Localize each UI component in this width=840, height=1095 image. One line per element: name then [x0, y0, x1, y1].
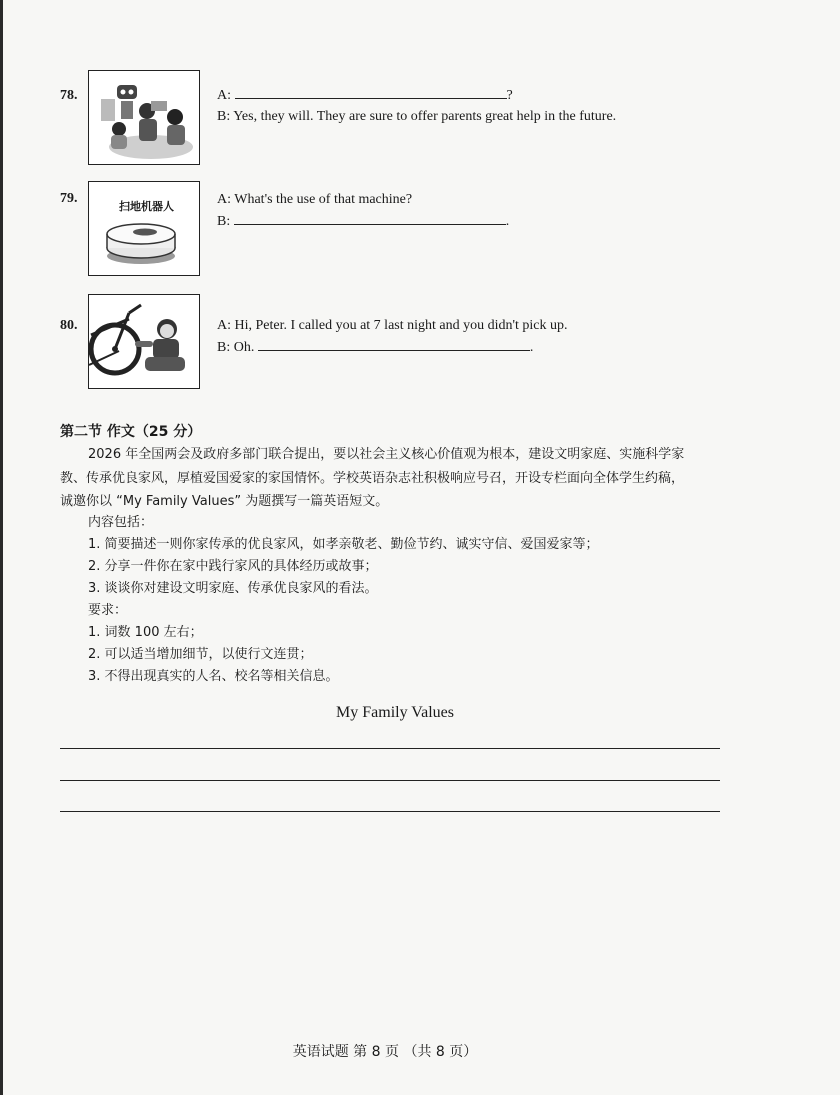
writing-line[interactable] [60, 748, 720, 749]
answer-blank[interactable] [234, 210, 506, 225]
requirements-heading: 要求： [88, 603, 128, 618]
line-text: A: Hi, Peter. I called you at 7 last night and you didn't pick up. [217, 318, 568, 333]
line-suffix: . [505, 214, 510, 229]
line-text: A: [217, 88, 235, 103]
page-edge [0, 0, 3, 1095]
content-item-3: 3. 谈谈你对建设文明家庭、传承优良家风的看法。 [88, 581, 378, 596]
question-79 [60, 181, 780, 277]
requirement-item-2: 2. 可以适当增加细节，以使行文连贯； [88, 647, 313, 662]
question-number: 78. [60, 88, 78, 103]
intro-line-3: 诚邀你以 “My Family Values” 为题撰写一篇英语短文。 [60, 494, 389, 509]
writing-line[interactable] [60, 811, 720, 812]
line-a [217, 189, 509, 210]
intro-line-2: 教、传承优良家风，厚植爱国爱家的家国情怀。学校英语杂志社积极响应号召，开设专栏面向全体学生约稿， [60, 471, 685, 486]
question-78 [60, 70, 780, 166]
line-suffix: ? [506, 88, 513, 103]
section-title: 第二节 作文（25 分） [60, 424, 202, 440]
content-heading: 内容包括： [88, 515, 154, 530]
question-80 [60, 294, 780, 390]
answer-blank[interactable] [258, 336, 530, 351]
line-text: B: Yes, they will. They are sure to offer parents great help in the future. [217, 109, 617, 124]
content-item-2: 2. 分享一件你在家中践行家风的具体经历或故事； [88, 559, 378, 574]
essay-title: My Family Values [336, 704, 454, 721]
answer-blank[interactable] [235, 84, 507, 99]
question-number: 80. [60, 318, 78, 333]
requirement-item-3: 3. 不得出现真实的人名、校名等相关信息。 [88, 669, 339, 684]
requirement-item-1: 1. 词数 100 左右； [88, 625, 203, 640]
line-a [217, 315, 568, 336]
line-b [217, 210, 509, 232]
line-a [217, 84, 616, 106]
line-b [217, 106, 616, 127]
intro-line-1: 2026 年全国两会及政府多部门联合提出，要以社会主义核心价值观为根本，建设文明家庭、实施科学家 [88, 447, 685, 462]
robot-vacuum-illustration [88, 181, 200, 276]
question-number: 79. [60, 191, 78, 206]
line-b [217, 336, 568, 358]
line-text: B: [217, 214, 234, 229]
line-text: A: What's the use of that machine? [217, 192, 413, 207]
page-footer: 英语试题 第 8 页 （共 8 页） [292, 1044, 478, 1060]
line-suffix: . [529, 340, 534, 355]
writing-line[interactable] [60, 780, 720, 781]
content-item-1: 1. 简要描述一则你家传承的优良家风，如孝亲敬老、勤俭节约、诚实守信、爱国爱家等； [88, 537, 599, 552]
image-label: 扫地机器人 [119, 200, 174, 213]
boy-fixing-bike-illustration [88, 294, 200, 389]
line-text: B: Oh. [217, 340, 258, 355]
robot-family-illustration [88, 70, 200, 165]
